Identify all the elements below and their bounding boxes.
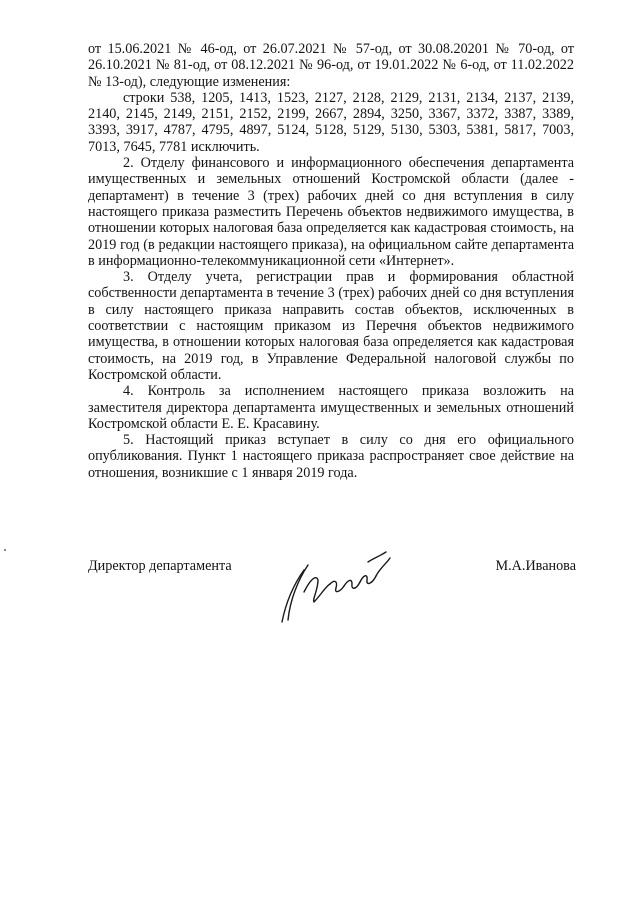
paragraph-item-3: 3. Отделу учета, регистрации прав и формирования областной собственности департамента в течение 3 (трех) рабочих дней со дня вступления в силу настоящего приказа направить состав объектов, исключенных в соответствии с настоящим приказом из Перечня объектов недвижимого имущества, в отношении которых налоговая база определяется как кадастровая стоимость, на 2019 год, в Управление Федеральной налоговой службы по Костромской области. xyxy=(88,269,574,383)
document-body xyxy=(88,41,574,481)
handwritten-signature xyxy=(268,540,408,630)
paragraph-continuation: от 15.06.2021 № 46-од, от 26.07.2021 № 57-од, от 30.08.20201 № 70-од, от 26.10.2021 № 81-од, от 08.12.2021 № 96-од, от 19.01.2022 № 6-од, от 11.02.2022 № 13-од), следующие изменения: xyxy=(88,41,574,90)
signatory-role: Директор департамента xyxy=(88,558,232,574)
paragraph-item-5: 5. Настоящий приказ вступает в силу со дня его официального опубликования. Пункт 1 настоящего приказа распространяет свое действие на отношения, возникшие с 1 января 2019 года. xyxy=(88,432,574,481)
margin-mark xyxy=(4,549,6,551)
paragraph-item-4: 4. Контроль за исполнением настоящего приказа возложить на заместителя директора департамента имущественных и земельных отношений Костромской области Е. Е. Красавину. xyxy=(88,383,574,432)
signatory-name: М.А.Иванова xyxy=(495,558,576,574)
paragraph-item-2: 2. Отделу финансового и информационного обеспечения департамента имущественных и земельных отношений Костромской области (далее - департамент) в течение 3 (трех) рабочих дней со дня вступления в силу настоящего приказа разместить Перечень объектов недвижимого имущества, в отношении которых налоговая база определяется как кадастровая стоимость, на 2019 год (в редакции настоящего приказа), на официальном сайте департамента в информационно-телекоммуникационной сети «Интернет». xyxy=(88,155,574,269)
paragraph-excluded-rows: строки 538, 1205, 1413, 1523, 2127, 2128, 2129, 2131, 2134, 2137, 2139, 2140, 2145, 2149, 2151, 2152, 2199, 2667, 2894, 3250, 3367, 3372, 3387, 3389, 3393, 3917, 4787, 4795, 4897, 5124, 5128, 5129, 5130, 5303, 5381, 5817, 7003, 7013, 7645, 7781 исключить. xyxy=(88,89,574,155)
